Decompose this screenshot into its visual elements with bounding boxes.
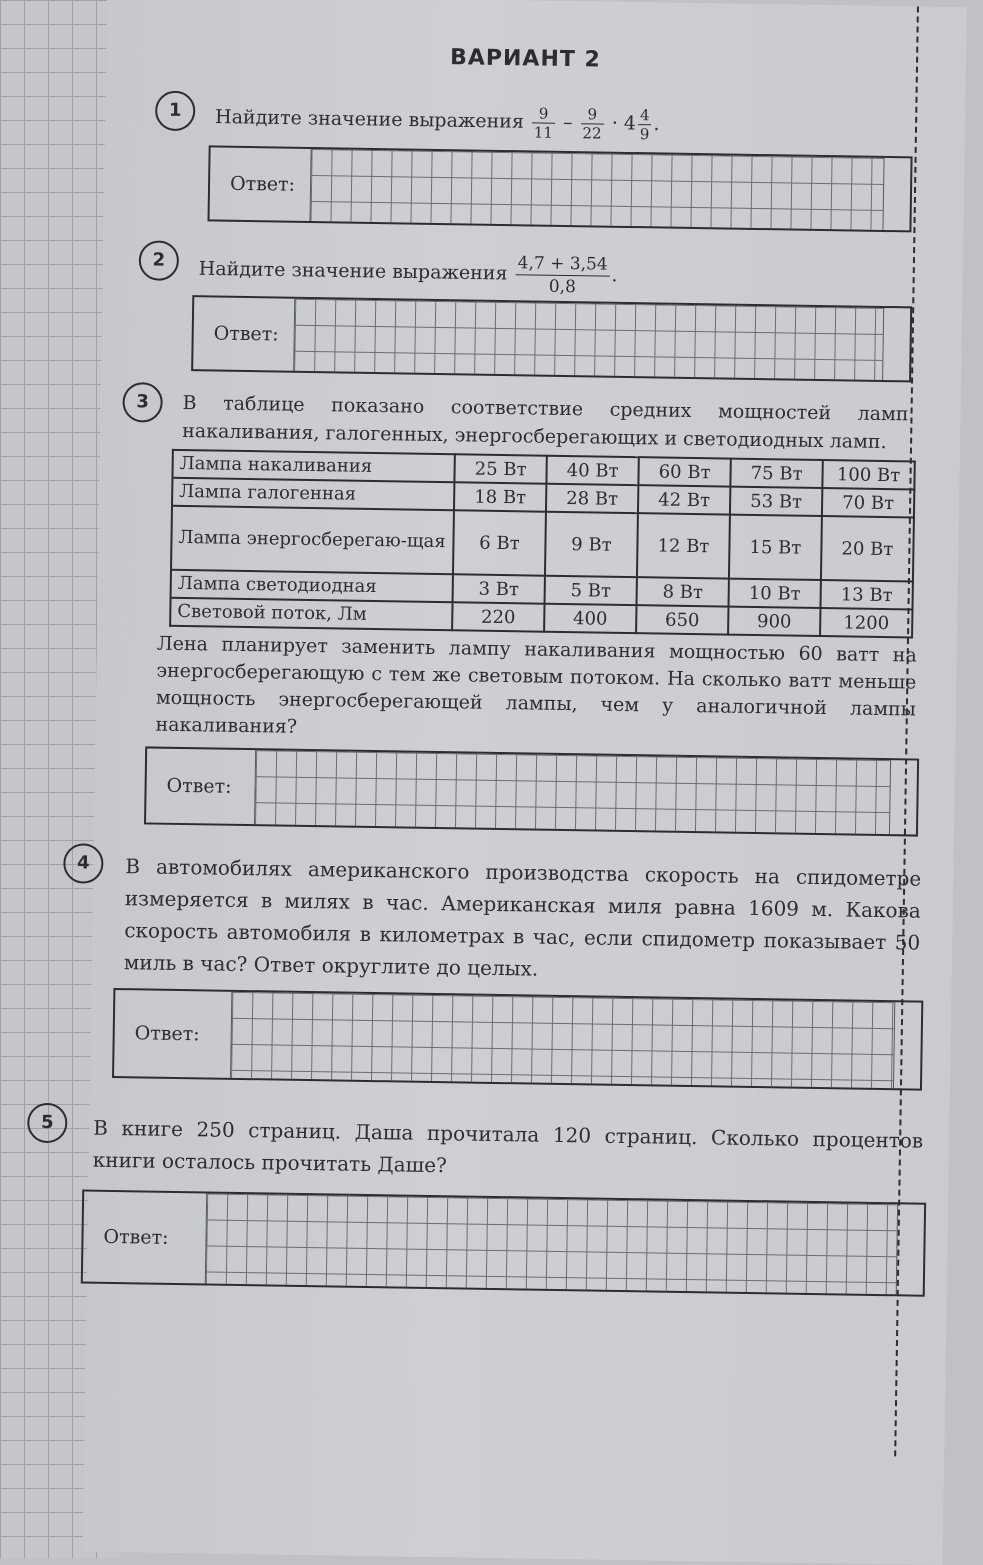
table-row-label: Лампа светодиодная [171,570,453,602]
question-number-2: 2 [139,240,180,281]
table-cell: 13 Вт [820,580,912,609]
table-cell: 25 Вт [454,454,546,483]
table-cell: 20 Вт [821,516,914,581]
answer-grid-4[interactable] [230,992,895,1088]
answer-box-5 [81,1189,926,1296]
answer-box-2 [191,295,912,382]
table-cell: 6 Вт [453,510,546,575]
table-cell: 12 Вт [637,513,730,578]
fraction-1 [532,104,556,141]
table-cell: 28 Вт [546,484,638,513]
fraction-1-numerator: 9 [532,104,555,123]
table-cell: 3 Вт [453,574,545,603]
answer-label: Ответ: [213,322,279,346]
table-cell: 650 [636,605,728,634]
fraction-3-numerator: 4 [638,106,652,125]
table-cell: 100 Вт [822,460,914,489]
table-row [171,506,914,582]
table-row-label: Лампа накаливания [172,450,454,482]
question-number-1: 1 [155,91,196,132]
lamp-power-table [169,449,916,639]
fraction-4-numerator: 4,7 + 3,54 [516,252,610,276]
fraction-3-denominator: 9 [639,125,650,144]
table-cell: 75 Вт [730,459,822,488]
answer-box-1 [207,145,912,232]
question-1-prompt: Найдите значение выражения [214,105,525,133]
table-cell: 18 Вт [454,482,546,511]
question-3-intro: В таблице показано соответствие средних мощностей ламп накаливания, галогенных, энергосберегающих и светодиодных ламп. [182,391,909,454]
table-cell: 10 Вт [728,579,820,608]
fraction-3 [638,106,652,143]
fraction-4-denominator: 0,8 [548,276,577,298]
times-whole: · 4 [611,112,637,135]
period: . [611,264,618,287]
fraction-2 [580,105,604,142]
fraction-4 [515,252,610,298]
question-number-4: 4 [63,843,104,884]
table-cell: 5 Вт [545,576,637,605]
table-row-label: Лампа галогенная [172,478,454,510]
answer-box-4 [112,988,923,1091]
question-3-text: Лена планирует заменить лампу накаливания мощностью 60 ватт на энергосберегающую с тем же световым потоком. На сколько ватт меньше мощность энергосберегающей лампы, чем у аналогичной лампы накаливания? [155,632,917,738]
answer-label: Ответ: [103,1225,169,1249]
answer-grid-2[interactable] [293,299,884,380]
table-cell: 60 Вт [638,457,730,486]
table-cell: 220 [452,602,544,631]
table-cell: 900 [728,607,820,636]
fraction-1-denominator: 11 [533,123,554,142]
question-5-text: В книге 250 страниц. Даша прочитала 120 страниц. Сколько процентов книги осталось прочитать Даше? [92,1115,924,1178]
table-cell: 1200 [820,608,912,637]
question-number-3: 3 [122,382,163,423]
question-2-prompt: Найдите значение выражения [198,257,508,285]
table-cell: 40 Вт [546,456,638,485]
table-cell: 42 Вт [638,485,730,514]
period: . [653,112,660,135]
answer-label: Ответ: [229,172,296,196]
question-number-5: 5 [27,1103,68,1144]
answer-grid-1[interactable] [310,149,885,230]
fraction-2-denominator: 22 [582,124,602,143]
fraction-2-numerator: 9 [581,105,604,124]
answer-grid-3[interactable] [254,750,891,834]
answer-label: Ответ: [134,1022,200,1046]
question-4-text: В автомобилях американского производства скорость на спидометре измеряется в милях в час. Американская миля равна 1609 м. Какова скорость автомобиля в километрах в час, если спидометр показывает 50 миль в час? Ответ округлите до целых. [123,854,922,981]
table-row-label: Лампа энергосберегаю-щая [171,506,454,574]
page-title: ВАРИАНТ 2 [449,45,602,73]
answer-box-3 [144,746,919,836]
table-cell: 8 Вт [637,577,729,606]
answer-grid-5[interactable] [205,1193,898,1294]
table-cell: 9 Вт [545,512,638,577]
minus-sign: – [562,111,573,134]
table-cell: 53 Вт [730,487,822,516]
answer-label: Ответ: [166,774,232,798]
table-row-label: Световой поток, Лм [170,598,452,630]
table-cell: 70 Вт [822,488,914,517]
table-cell: 400 [544,604,636,633]
table-cell: 15 Вт [729,515,822,580]
